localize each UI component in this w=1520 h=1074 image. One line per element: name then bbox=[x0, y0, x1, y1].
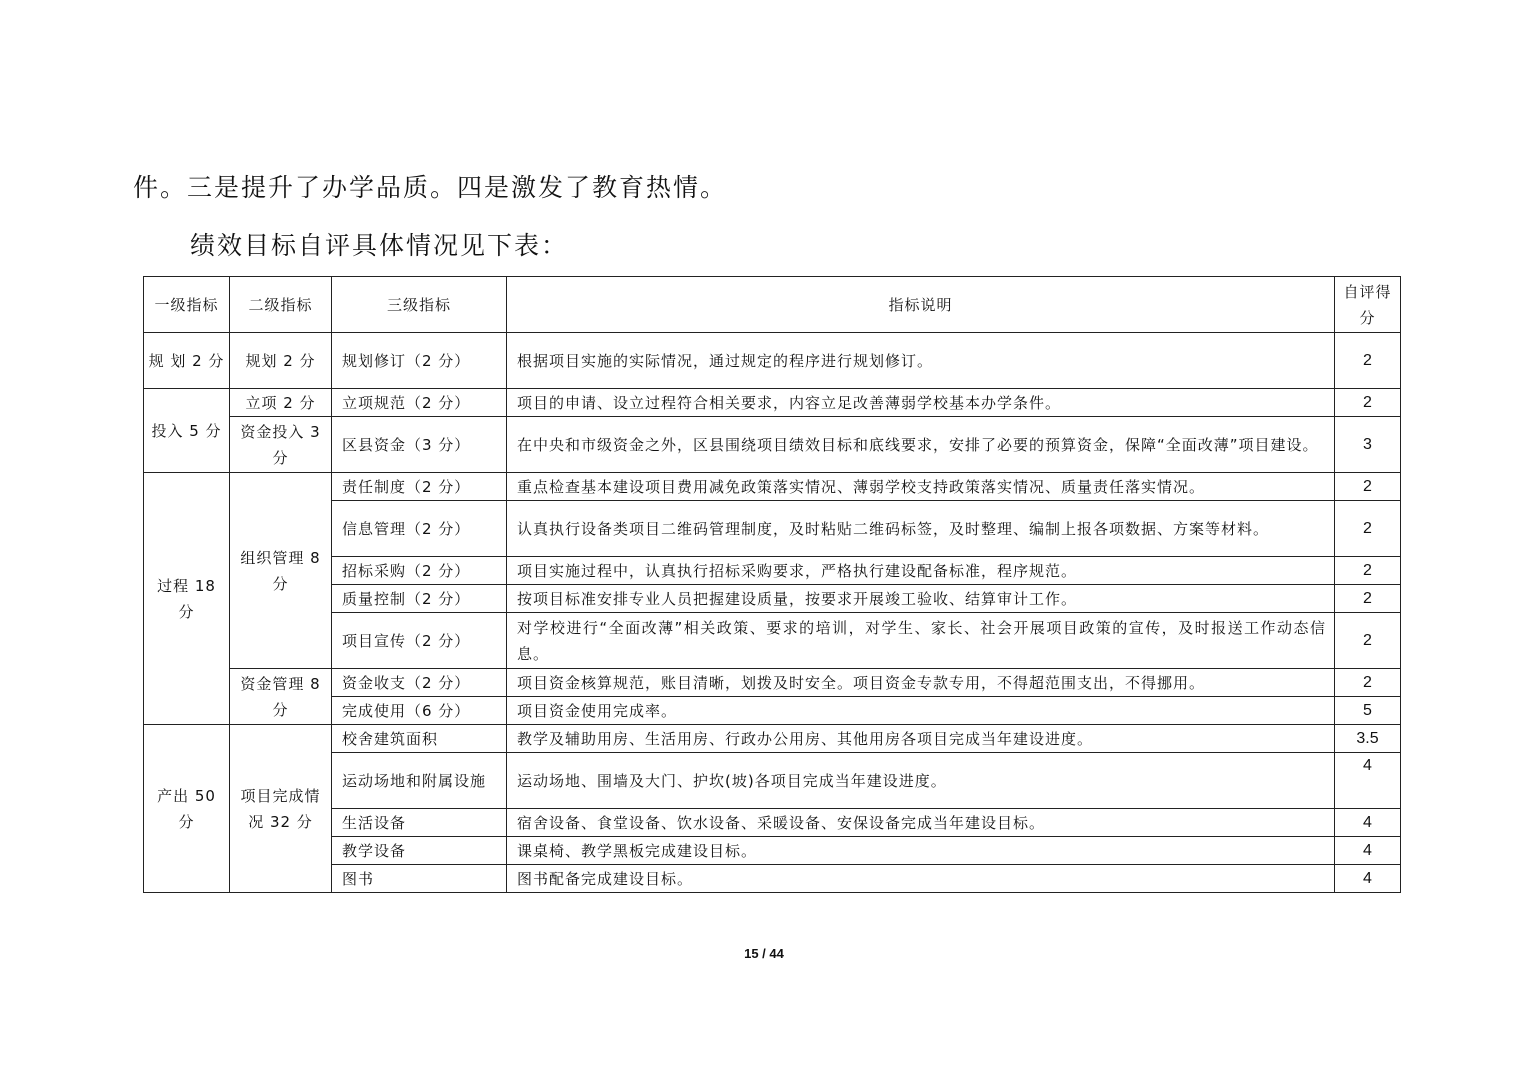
description-cell: 在中央和市级资金之外，区县围绕项目绩效目标和底线要求，安排了必要的预算资金，保障“全面改薄”项目建设。 bbox=[507, 417, 1335, 473]
score-cell: 2 bbox=[1335, 557, 1401, 585]
indicator-cell: 生活设备 bbox=[332, 809, 507, 837]
level2-cell: 资金投入 3 分 bbox=[230, 417, 332, 473]
description-cell: 项目资金核算规范，账目清晰，划拨及时安全。项目资金专款专用，不得超范围支出，不得挪用。 bbox=[507, 669, 1335, 697]
indicator-cell: 运动场地和附属设施 bbox=[332, 753, 507, 809]
header-score: 自评得分 bbox=[1335, 277, 1401, 333]
table-row bbox=[144, 389, 1401, 417]
level2-cell: 立项 2 分 bbox=[230, 389, 332, 417]
level1-cell: 过程 18 分 bbox=[144, 473, 230, 725]
level2-cell: 资金管理 8 分 bbox=[230, 669, 332, 725]
score-cell: 4 bbox=[1335, 837, 1401, 865]
description-cell: 按项目标准安排专业人员把握建设质量，按要求开展竣工验收、结算审计工作。 bbox=[507, 585, 1335, 613]
level2-cell: 规划 2 分 bbox=[230, 333, 332, 389]
description-cell: 根据项目实施的实际情况，通过规定的程序进行规划修订。 bbox=[507, 333, 1335, 389]
description-cell: 认真执行设备类项目二维码管理制度，及时粘贴二维码标签，及时整理、编制上报各项数据、方案等材料。 bbox=[507, 501, 1335, 557]
description-cell: 项目资金使用完成率。 bbox=[507, 697, 1335, 725]
header-description: 指标说明 bbox=[507, 277, 1335, 333]
score-cell: 3 bbox=[1335, 417, 1401, 473]
table-row bbox=[144, 501, 1401, 557]
level1-cell: 规 划 2 分 bbox=[144, 333, 230, 389]
level1-cell: 产出 50 分 bbox=[144, 725, 230, 893]
score-cell: 2 bbox=[1335, 473, 1401, 501]
table-row bbox=[144, 473, 1401, 501]
performance-evaluation-table bbox=[143, 276, 1401, 893]
description-cell: 重点检查基本建设项目费用减免政策落实情况、薄弱学校支持政策落实情况、质量责任落实情况。 bbox=[507, 473, 1335, 501]
score-cell: 2 bbox=[1335, 389, 1401, 417]
indicator-cell: 资金收支（2 分） bbox=[332, 669, 507, 697]
indicator-cell: 图书 bbox=[332, 865, 507, 893]
level2-cell: 项目完成情况 32 分 bbox=[230, 725, 332, 893]
description-cell: 项目实施过程中，认真执行招标采购要求，严格执行建设配备标准，程序规范。 bbox=[507, 557, 1335, 585]
table-row bbox=[144, 697, 1401, 725]
score-cell: 4 bbox=[1335, 753, 1401, 809]
indicator-cell: 招标采购（2 分） bbox=[332, 557, 507, 585]
table-row bbox=[144, 809, 1401, 837]
table-row bbox=[144, 837, 1401, 865]
table-row bbox=[144, 585, 1401, 613]
table-row bbox=[144, 557, 1401, 585]
description-cell: 课桌椅、教学黑板完成建设目标。 bbox=[507, 837, 1335, 865]
level1-cell: 投入 5 分 bbox=[144, 389, 230, 473]
table-row bbox=[144, 725, 1401, 753]
header-level2: 二级指标 bbox=[230, 277, 332, 333]
description-cell: 对学校进行“全面改薄”相关政策、要求的培训，对学生、家长、社会开展项目政策的宣传，及时报送工作动态信息。 bbox=[507, 613, 1335, 669]
description-cell: 宿舍设备、食堂设备、饮水设备、采暖设备、安保设备完成当年建设目标。 bbox=[507, 809, 1335, 837]
table-header-row bbox=[144, 277, 1401, 333]
indicator-cell: 教学设备 bbox=[332, 837, 507, 865]
score-cell: 3.5 bbox=[1335, 725, 1401, 753]
table-row bbox=[144, 669, 1401, 697]
score-cell: 2 bbox=[1335, 333, 1401, 389]
indicator-cell: 立项规范（2 分） bbox=[332, 389, 507, 417]
level2-cell: 组织管理 8 分 bbox=[230, 473, 332, 669]
score-cell: 4 bbox=[1335, 809, 1401, 837]
table-row bbox=[144, 333, 1401, 389]
score-cell: 2 bbox=[1335, 501, 1401, 557]
header-level1: 一级指标 bbox=[144, 277, 230, 333]
score-cell: 2 bbox=[1335, 585, 1401, 613]
header-level3: 三级指标 bbox=[332, 277, 507, 333]
score-cell: 5 bbox=[1335, 697, 1401, 725]
indicator-cell: 信息管理（2 分） bbox=[332, 501, 507, 557]
score-cell: 2 bbox=[1335, 613, 1401, 669]
indicator-cell: 责任制度（2 分） bbox=[332, 473, 507, 501]
description-cell: 项目的申请、设立过程符合相关要求，内容立足改善薄弱学校基本办学条件。 bbox=[507, 389, 1335, 417]
body-paragraph-2: 绩效目标自评具体情况见下表： bbox=[190, 231, 569, 260]
table-row bbox=[144, 753, 1401, 809]
indicator-cell: 校舍建筑面积 bbox=[332, 725, 507, 753]
table-row bbox=[144, 417, 1401, 473]
table-row bbox=[144, 865, 1401, 893]
score-cell: 4 bbox=[1335, 865, 1401, 893]
page-number: 15 / 44 bbox=[744, 946, 784, 961]
description-cell: 图书配备完成建设目标。 bbox=[507, 865, 1335, 893]
indicator-cell: 完成使用（6 分） bbox=[332, 697, 507, 725]
indicator-cell: 质量控制（2 分） bbox=[332, 585, 507, 613]
indicator-cell: 区县资金（3 分） bbox=[332, 417, 507, 473]
table-row bbox=[144, 613, 1401, 669]
indicator-cell: 规划修订（2 分） bbox=[332, 333, 507, 389]
description-cell: 教学及辅助用房、生活用房、行政办公用房、其他用房各项目完成当年建设进度。 bbox=[507, 725, 1335, 753]
body-paragraph-1: 件。三是提升了办学品质。四是激发了教育热情。 bbox=[133, 173, 728, 202]
score-cell: 2 bbox=[1335, 669, 1401, 697]
description-cell: 运动场地、围墙及大门、护坎(坡)各项目完成当年建设进度。 bbox=[507, 753, 1335, 809]
indicator-cell: 项目宣传（2 分） bbox=[332, 613, 507, 669]
